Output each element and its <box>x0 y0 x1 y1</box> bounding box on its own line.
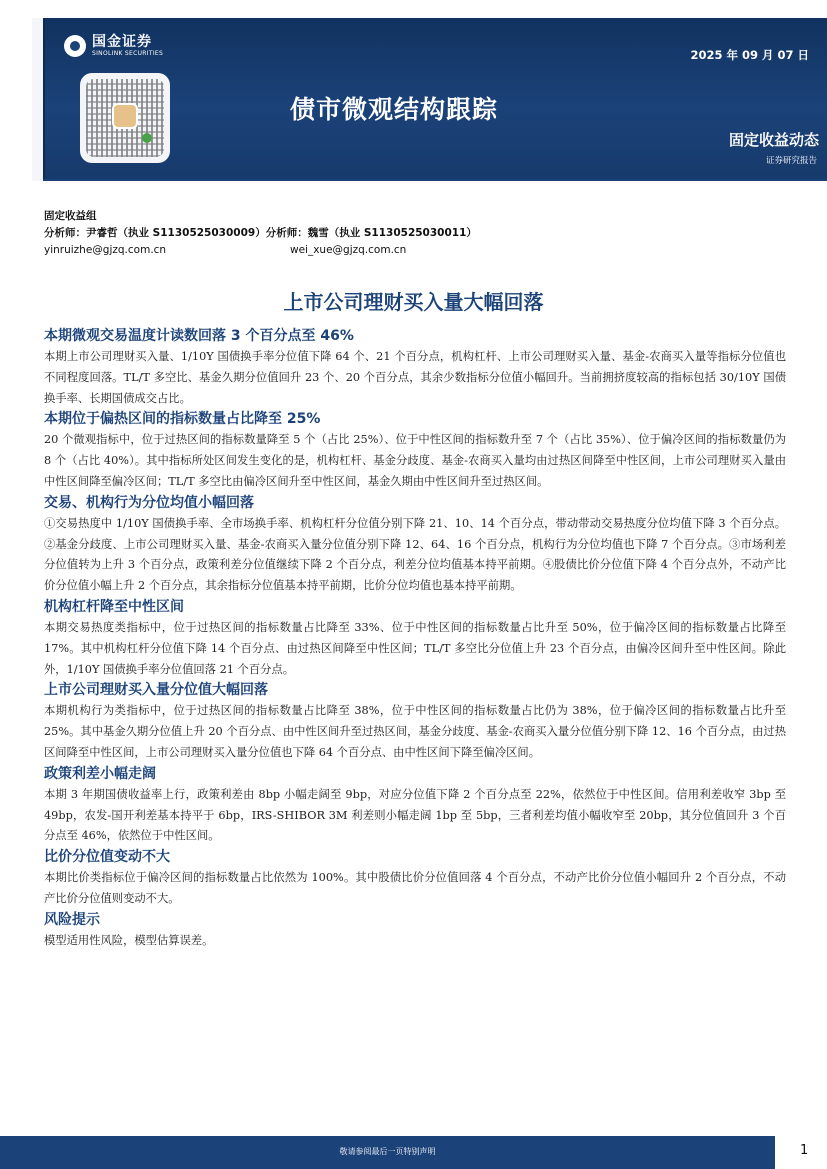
section-paragraph: 模型适用性风险，模型估算误差。 <box>44 933 214 947</box>
section-hot-share <box>44 409 786 492</box>
qr-center-logo-icon <box>112 103 138 129</box>
logo-mark-icon <box>64 35 86 57</box>
section-heading: 本期微观交易温度计读数回落 3 个百分点至 46% <box>44 328 354 344</box>
section-heading: 机构杠杆降至中性区间 <box>44 598 184 615</box>
author-block <box>44 208 477 259</box>
section-heading: 比价分位值变动不大 <box>44 849 170 866</box>
section-paragraph: 20 个微观指标中，位于过热区间的指标数量降至 5 个（占比 25%）、位于中性区间的指标数升至 7 个（占比 35%）、位于偏冷区间的指标数量仍为 8 个（占比 40%）。其中指标所处区间发生变化的是，机构杠杆、基金分歧度、基金-农商买入量均由过热区间降至中性区间，上市公司理财买入量由中性区间降至偏冷区间；TL/T 多空比由偏冷区间升至中性区间，基金久期由中性区间升至过热区间。 <box>44 433 786 488</box>
section-policy-spread <box>44 764 786 847</box>
section-thermometer <box>44 326 786 409</box>
section-heading: 本期位于偏热区间的指标数量占比降至 25% <box>44 411 321 428</box>
section-heading: 上市公司理财买入量分位值大幅回落 <box>44 682 268 699</box>
analyst-2: 分析师：魏雪（执业 S1130525030011） <box>265 227 477 239</box>
section-valuation-ratio <box>44 847 786 910</box>
section-trading-institution <box>44 493 786 597</box>
header-left-margin <box>32 18 43 181</box>
section-paragraph: ①交易热度中 1/10Y 国债换手率、全市场换手率、机构杠杆分位值分别下降 21、10、14 个百分点，带动带动交易热度分位均值下降 3 个百分点。②基金分歧度、上市公司理财买入量、基金-农商买入量分位值分别下降 12、64、16 个百分点，机构行为分位均值也下降 7 个百分点。③市场利差分位值转为上升 3 个百分点，政策利差分位值继续下降 2 个百分点，利差分位均值基本持平前期。④股债比价分位值下降 4 个百分点外，不动产比价分位值小幅上升 2 个百分点，其余指标分位值基本持平前期，比价分位均值也基本持平前期。 <box>44 516 786 593</box>
page-number: 1 <box>800 1143 809 1158</box>
section-risk-warning <box>44 910 786 952</box>
report-body <box>44 326 786 952</box>
section-heading: 风险提示 <box>44 911 100 928</box>
section-paragraph: 本期机构行为类指标中，位于过热区间的指标数量占比降至 38%，位于中性区间的指标数量占比仍为 38%，位于偏冷区间的指标数量占比升至 25%。其中基金久期分位值上升 20 个百分点、由中性区间升至过热区间，基金分歧度、基金-农商买入量分位值分别下降 12、16 个百分点，由过热区间降至中性区间，上市公司理财买入量分位值也下降 64 个百分点、由中性区间下降至偏冷区间。 <box>44 704 786 759</box>
section-paragraph: 本期上市公司理财买入量、1/10Y 国债换手率分位值下降 64 个、21 个百分点，机构杠杆、上市公司理财买入量、基金-农商买入量等指标分位值也不同程度回落。TL/T 多空比、基金久期分位值回升 23 个、20 个百分点，其余少数指标分位值小幅回升。当前拥挤度较高的指标包括 30/10Y 国债换手率、长期国债成交占比。 <box>44 350 786 405</box>
section-wealth-purchase <box>44 680 786 763</box>
header-rule <box>43 179 827 181</box>
report-series-title: 债市微观结构跟踪 <box>290 95 499 124</box>
report-category: 固定收益动态 <box>728 131 819 149</box>
wechat-icon <box>142 133 152 143</box>
section-paragraph: 本期交易热度类指标中，位于过热区间的指标数量占比降至 33%、位于中性区间的指标数量占比升至 50%，位于偏冷区间的指标数量占比降至 17%。其中机构杠杆分位值下降 14 个百分点、由过热区间降至中性区间；TL/T 多空比分位值上升 23 个百分点，由偏冷区间升至中性区间。除此外，1/10Y 国债换手率分位值回落 21 个百分点。 <box>44 620 786 676</box>
qr-code <box>80 73 170 163</box>
logo-name-en: SINOLINK SECURITIES <box>92 50 164 57</box>
section-leverage <box>44 597 786 680</box>
analyst-1: 分析师：尹睿哲（执业 S1130525030009） <box>44 227 266 239</box>
section-paragraph: 本期 3 年期国债收益率上行，政策利差由 8bp 小幅走阔至 9bp，对应分位值下降 2 个百分点至 22%，依然位于中性区间。信用利差收窄 3bp 至 49bp，农发-国开利差基本持平于 6bp，IRS-SHIBOR 3M 利差则小幅走阔 1bp 至 5bp，三者利差均值小幅收窄至 20bp，其分位值回升 3 个百分点至 46%，依然位于中性区间。 <box>44 787 786 843</box>
report-title: 上市公司理财买入量大幅回落 <box>283 290 544 314</box>
section-paragraph: 本期比价类指标位于偏冷区间的指标数量占比依然为 100%。其中股债比价分位值回落 4 个百分点，不动产比价分位值小幅回升 2 个百分点，不动产比价分位值则变动不大。 <box>44 871 786 905</box>
section-heading: 政策利差小幅走阔 <box>44 765 156 782</box>
footer-disclaimer: 敬请参阅最后一页特别声明 <box>339 1147 436 1156</box>
logo-name-cn: 国金证券 <box>92 34 152 50</box>
report-date: 2025 年 09 月 07 日 <box>690 48 809 62</box>
section-heading: 交易、机构行为分位均值小幅回落 <box>44 494 254 511</box>
analyst-1-email[interactable]: yinruizhe@gjzq.com.cn <box>44 244 167 256</box>
research-group: 固定收益组 <box>44 210 97 222</box>
analyst-2-email[interactable]: wei_xue@gjzq.com.cn <box>290 244 407 256</box>
report-subcategory: 证券研究报告 <box>765 156 817 166</box>
company-logo <box>64 35 163 57</box>
